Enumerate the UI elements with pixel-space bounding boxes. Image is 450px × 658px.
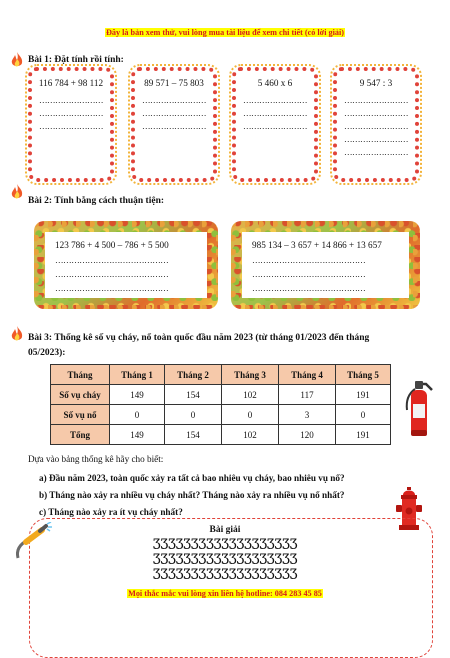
question-a: a) Đầu năm 2023, toàn quốc xảy ra tất cả bao nhiêu vụ cháy, bao nhiêu vụ nổ? [39,473,345,483]
table-row [51,405,391,425]
table-header-cell: Tháng 3 [222,365,279,385]
answer-dots: …………………………………… [55,269,169,279]
answer-writing-line: ƷƷƷƷƷƷƷƷƷƷƷƷƷƷƷƷƷƷƷ [152,552,298,568]
answer-dots: …………………… [243,121,307,131]
table-header-cell: Tháng 2 [165,365,222,385]
answer-title: Bài giải [209,525,241,535]
answer-dots: …………………… [344,134,408,144]
table-row-label: Số vụ nổ [51,405,110,425]
table-cell: 191 [336,385,391,405]
table-cell: 3 [279,405,336,425]
exercise1-box [333,67,419,182]
exercise1-box [28,67,114,182]
answer-writing-line: ƷƷƷƷƷƷƷƷƷƷƷƷƷƷƷƷƷƷƷ [152,537,298,553]
problem-expression: 116 784 + 98 112 [38,78,104,88]
exercise3-title-line1: Bài 3: Thống kê số vụ cháy, nổ toàn quốc đầu năm 2023 (từ tháng 01/2023 đến tháng [28,333,370,343]
exercise2-leaf-frame [34,221,218,309]
answer-dots: …………………… [39,121,103,131]
answer-dots: …………………… [243,95,307,105]
exercise3-title-line2: 05/2023): [28,348,66,358]
answer-dots: …………………………………… [252,269,366,279]
fire-statistics-table [50,364,391,445]
table-cell: 120 [279,425,336,445]
table-cell: 0 [222,405,279,425]
answer-dots: …………………… [344,147,408,157]
table-header-cell: Tháng 5 [336,365,391,385]
answer-writing-line: ƷƷƷƷƷƷƷƷƷƷƷƷƷƷƷƷƷƷƷ [152,567,298,583]
exercise1-box [232,67,318,182]
answer-dots: …………………… [344,95,408,105]
answer-dots: …………………… [39,108,103,118]
answer-dots: …………………… [142,121,206,131]
problem-expression: 9 547 : 3 [359,78,393,88]
exercise2-title: Bài 2: Tính bằng cách thuận tiện: [28,196,165,206]
table-cell: 149 [110,425,165,445]
exercise2-leaf-frame [231,221,420,309]
problem-expression: 89 571 – 75 803 [144,78,204,88]
table-header-row [51,365,391,385]
table-cell: 191 [336,425,391,445]
table-cell: 117 [279,385,336,405]
instruction-text: Dựa vào bảng thống kê hãy cho biết: [28,454,164,464]
answer-dots: …………………… [243,108,307,118]
question-c: c) Tháng nào xảy ra ít vụ cháy nhất? [39,507,183,517]
preview-banner [0,28,450,37]
answer-dots: …………………… [142,108,206,118]
answer-dots: …………………………………… [55,255,169,265]
table-row-label: Số vụ cháy [51,385,110,405]
fire-extinguisher-icon [402,380,438,438]
table-cell: 0 [110,405,165,425]
question-b: b) Tháng nào xảy ra nhiều vụ cháy nhất? Tháng nào xảy ra nhiều vụ nổ nhất? [39,490,345,500]
table-header-cell: Tháng [51,365,110,385]
flame-icon [10,52,24,68]
table-cell: 0 [165,405,222,425]
exercise1-box [131,67,217,182]
table-row [51,385,391,405]
table-header-cell: Tháng 1 [110,365,165,385]
answer-dots: …………………………………… [252,255,366,265]
preview-banner-text: Đây là bản xem thử, vui lòng mua tài liệu để xem chi tiết (có lời giải) [105,28,344,37]
table-cell: 0 [336,405,391,425]
answer-dots: …………………… [344,108,408,118]
table-row-label: Tổng [51,425,110,445]
problem-expression: 5 460 x 6 [257,78,293,88]
table-cell: 154 [165,425,222,445]
answer-dots: …………………… [142,95,206,105]
problem-expression: 123 786 + 4 500 – 786 + 5 500 [55,240,169,250]
problem-expression: 985 134 – 3 657 + 14 866 + 13 657 [252,240,382,250]
flame-icon [10,184,24,200]
answer-dots: …………………… [344,121,408,131]
answer-dots: …………………………………… [55,283,169,293]
table-cell: 154 [165,385,222,405]
table-cell: 102 [222,425,279,445]
exercise1-title: Bài 1: Đặt tính rồi tính: [28,55,124,65]
hotline-banner-text: Mọi thắc mắc vui lòng xin liên hệ hotline: 084 283 45 85 [128,589,322,598]
table-cell: 149 [110,385,165,405]
flame-icon [10,326,24,342]
table-header-cell: Tháng 4 [279,365,336,385]
answer-dots: …………………………………… [252,283,366,293]
table-cell: 102 [222,385,279,405]
answer-dots: …………………… [39,95,103,105]
hotline-banner [0,589,450,598]
table-row [51,425,391,445]
